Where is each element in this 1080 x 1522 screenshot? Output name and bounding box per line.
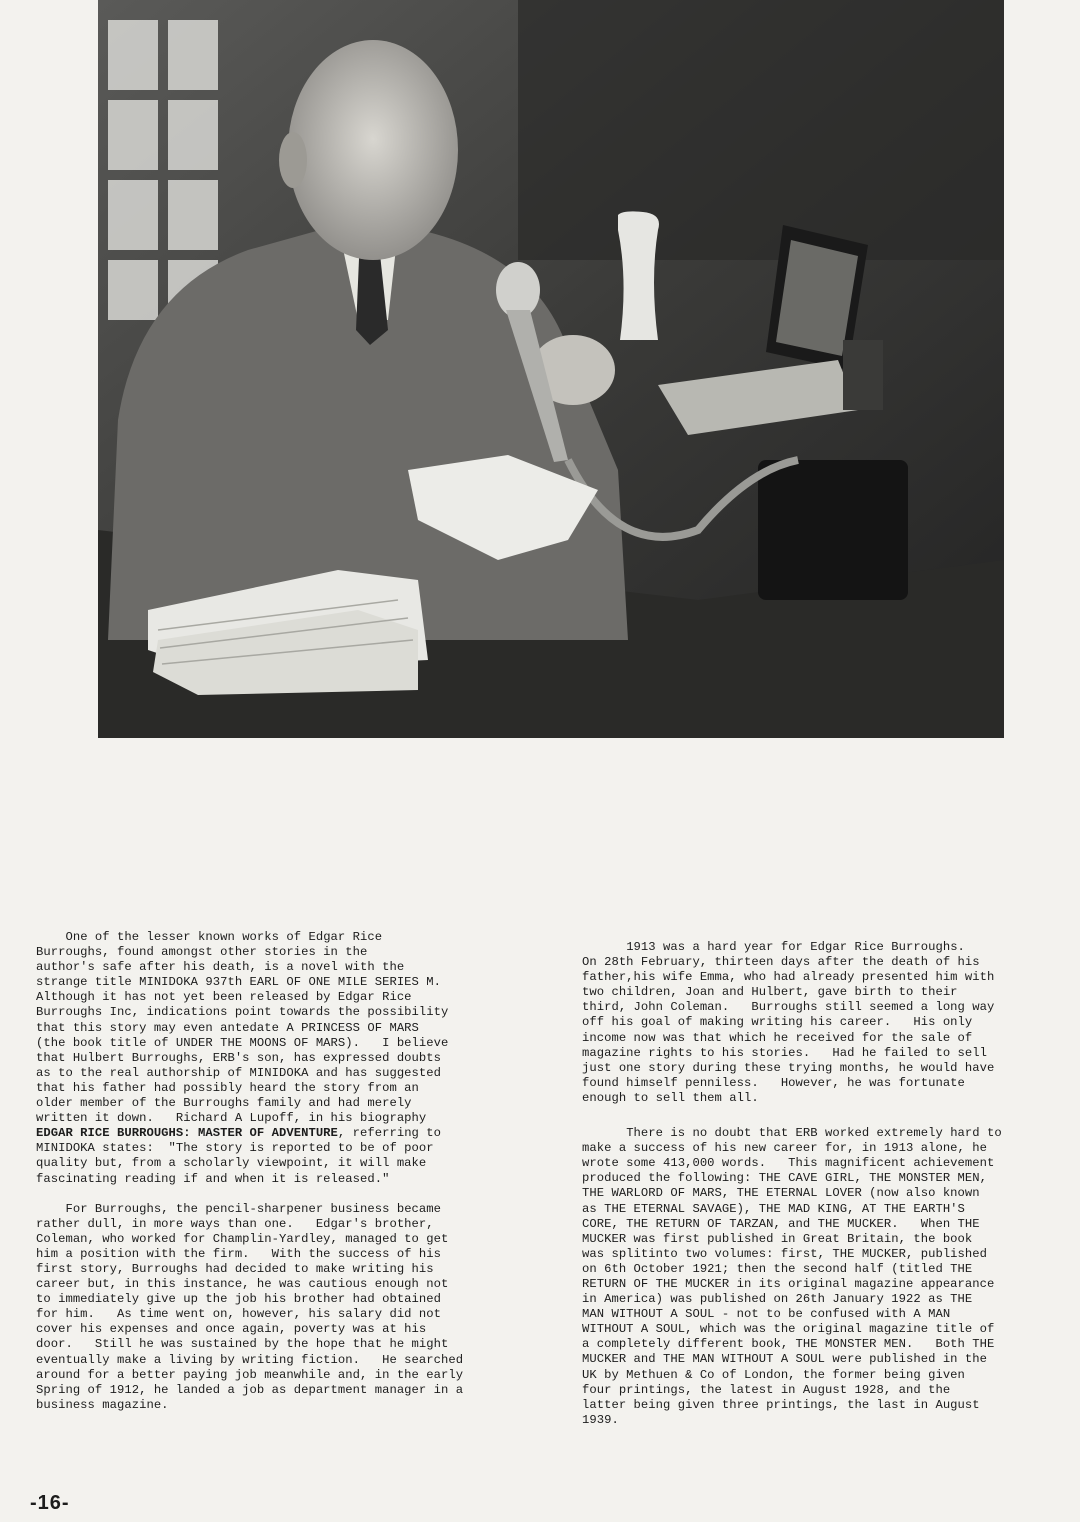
left-paragraph-2: For Burroughs, the pencil-sharpener business became rather dull, in more ways than one. Edgar's brother, Coleman, who worked for Champlin-Yardley, managed to get him a position with the firm. With the success of his first story, Burroughs had decided to make writing his career but, in this instance, he was cautious enough not to immediately give up the job his brother had obtained for him. As time went on, however, his salary did not cover his expenses and once again, poverty was at his door. Still he was sustained by the hope that he might eventually make a living by writing fiction. He searched around for a better paying job meanwhile and, in the early Spring of 1912, he landed a job as department manager in a business magazine. xyxy=(36,1201,464,1412)
photo-illustration xyxy=(98,0,1004,738)
right-column xyxy=(582,940,1056,1443)
page-number: -16- xyxy=(30,1492,70,1514)
right-paragraph-1: 1913 was a hard year for Edgar Rice Burroughs. On 28th February, thirteen days after the death of his father,his wife Emma, who had already presented him with two children, Joan and Hulbert, gave birth to their third, John Coleman. Burroughs still seemed a long way off his goal of making writing his career. His only income now was that which he received for the sale of magazine rights to his stories. Had he failed to sell just one story during these trying months, he would have found himself penniless. However, he was fortunate enough to sell them all. xyxy=(582,940,995,1105)
book-title-bold: EDGAR RICE BURROUGHS: MASTER OF ADVENTURE xyxy=(36,1126,338,1141)
left-column xyxy=(36,930,514,1428)
left-paragraph-1: One of the lesser known works of Edgar Rice Burroughs, found amongst other stories in the author's safe after his death, is a novel with the strange title MINIDOKA 937th EARL OF ONE MILE SERIES M. Although it has not yet been released by Edgar Rice Burroughs Inc, indications point towards the possibility that this story may even antedate A PRINCESS OF MARS (the book title of UNDER THE MOONS OF MARS). I believe that Hulbert Burroughs, ERB's son, has expressed doubts as to the real authorship of MINIDOKA and has suggested that his father had possibly heard the story from an older member of the Burroughs family and had merely written it down. Richard A Lupoff, in his biography EDGAR RICE BURROUGHS: MASTER OF ADVENTURE, referring to MINIDOKA states: "The story is reported to be of poor quality but, from a scholarly viewpoint, it will make fascinating reading if and when it is released." xyxy=(36,930,449,1186)
photograph xyxy=(98,0,1004,738)
right-paragraph-2: There is no doubt that ERB worked extremely hard to make a success of his new career for, in 1913 alone, he wrote some 413,000 words. This magnificent achievement produced the following: THE CAVE GIRL, THE MONSTER MEN, THE WARLORD OF MARS, THE ETERNAL LOVER (now also known as THE ETERNAL SAVAGE), THE MAD KING, AT THE EARTH'S CORE, THE RETURN OF TARZAN, and THE MUCKER. When THE MUCKER was first published in Great Britain, the book was splitinto two volumes: first, THE MUCKER, published on 6th October 1921; then the second half (titled THE RETURN OF THE MUCKER in its original magazine appearance in America) was published on 26th January 1922 as THE MAN WITHOUT A SOUL - not to be confused with A MAN WITHOUT A SOUL, which was the original magazine title of a completely different book, THE MONSTER MEN. Both THE MUCKER and THE MAN WITHOUT A SOUL were published in the UK by Methuen & Co of London, the former being given four printings, the latest in August 1928, and the latter being given three printings, the last in August 1939. xyxy=(582,1126,1002,1427)
